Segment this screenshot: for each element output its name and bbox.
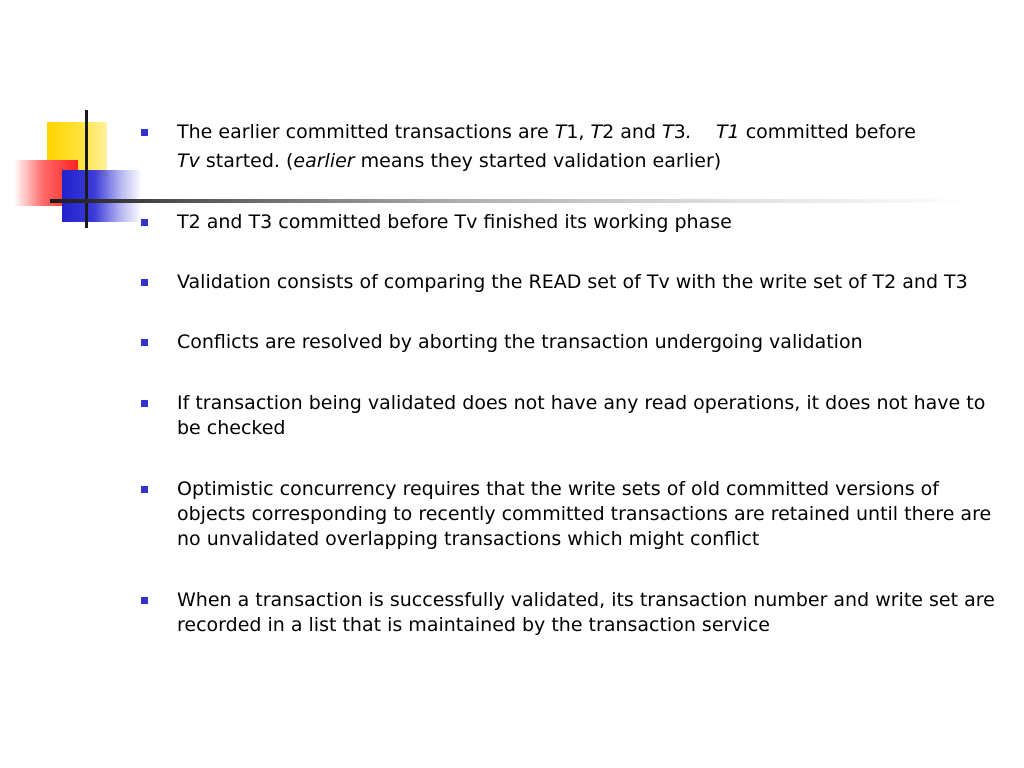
bullet-text: If transaction being validated does not have any read operations, it does not have to be checked: [177, 392, 986, 439]
bullet-list: [137, 118, 997, 638]
square-bullet-icon: [141, 219, 148, 226]
square-bullet-icon: [141, 486, 148, 493]
square-bullet-icon: [141, 339, 148, 346]
bullet-item: [137, 588, 997, 638]
vertical-rule: [85, 110, 88, 228]
bullet-item: [137, 330, 997, 355]
bullet-text: Conflicts are resolved by aborting the transaction undergoing validation: [177, 331, 863, 353]
bullet-text: Optimistic concurrency requires that the write sets of old committed versions of objects corresponding to recently committed transactions are retained until there are no unvalidated overlapping transactions which might conflict: [177, 478, 992, 550]
square-bullet-icon: [141, 597, 148, 604]
blue-square-decoration: [62, 170, 142, 222]
bullet-item: [137, 210, 997, 235]
bullet-item: [137, 477, 997, 552]
bullet-item: [137, 391, 997, 441]
square-bullet-icon: [141, 129, 148, 136]
square-bullet-icon: [141, 279, 148, 286]
bullet-text: The earlier committed transactions are T1, T2 and T3. T1 committed before Tv started. (earlier means they started validation earlier): [177, 121, 916, 172]
bullet-text: Validation consists of comparing the READ set of Tv with the write set of T2 and T3: [177, 271, 968, 293]
square-bullet-icon: [141, 400, 148, 407]
bullet-text: T2 and T3 committed before Tv finished its working phase: [177, 211, 732, 233]
bullet-item: [137, 270, 997, 295]
bullet-text: When a transaction is successfully validated, its transaction number and write set are recorded in a list that is maintained by the transaction service: [177, 589, 995, 636]
bullet-item: [137, 118, 997, 176]
